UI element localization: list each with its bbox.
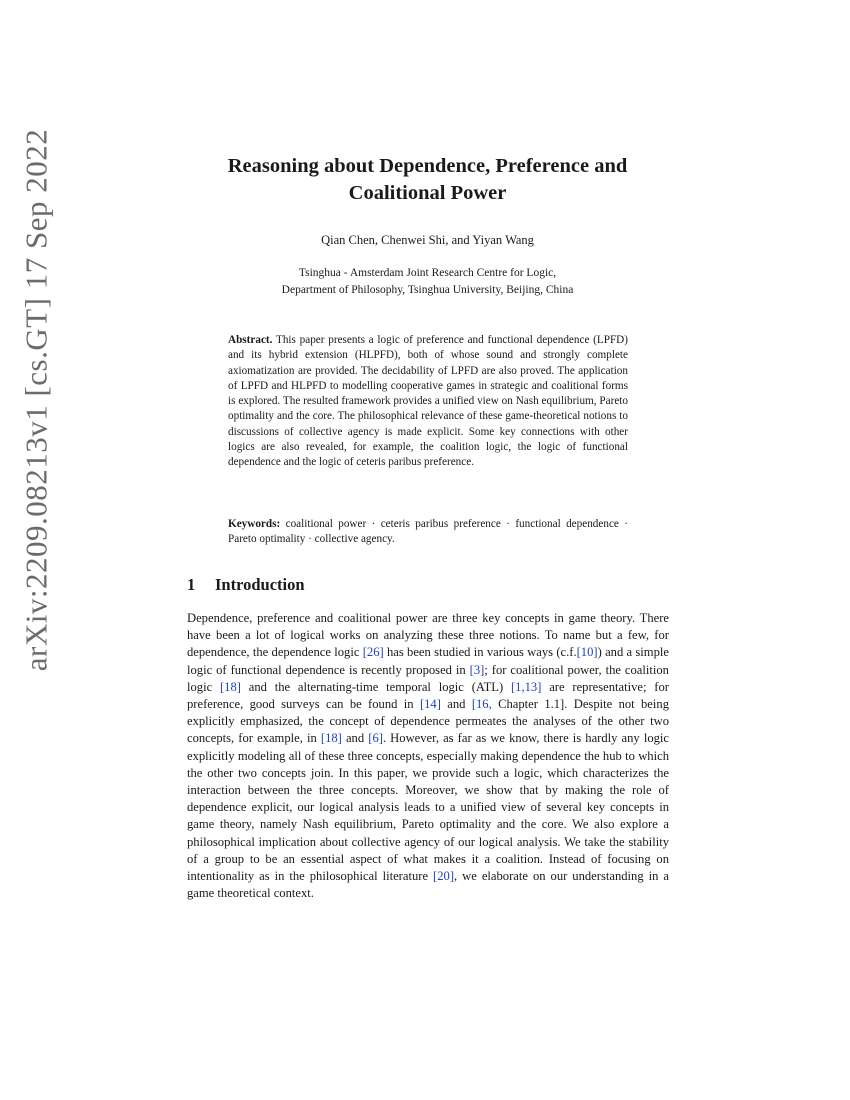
intro-text: Chapter 1.1]. Despite not being explicitly emphasized, the concept of dependence permeates the analyses of the other two concepts, for example, in: [187, 697, 669, 746]
citation-link[interactable]: [18]: [219, 679, 241, 694]
affiliation: [180, 265, 675, 299]
citation-link[interactable]: [18]: [320, 731, 342, 746]
keywords-text: coalitional power · ceteris paribus preference · functional dependence · Pareto optimality · collective agency.: [228, 518, 629, 546]
citation-link[interactable]: [20]: [433, 869, 455, 884]
title-line-2: Coalitional Power: [348, 182, 507, 204]
affiliation-line-2: Department of Philosophy, Tsinghua University, Beijing, China: [281, 284, 574, 296]
authors: Qian Chen, Chenwei Shi, and Yiyan Wang: [321, 233, 534, 247]
intro-text: and the alternating-time temporal logic (ATL): [240, 679, 511, 694]
paper-title: [180, 153, 675, 207]
title-line-1: Reasoning about Dependence, Preference and: [227, 155, 628, 177]
section-title: Introduction: [215, 575, 305, 594]
abstract: [228, 333, 628, 471]
keywords-label: Keywords:: [228, 518, 281, 530]
intro-text: and: [440, 697, 472, 712]
abstract-text: This paper presents a logic of preference and functional dependence (LPFD) and its hybrid extension (HLPFD), both of whose sound and strongly complete axiomatization are provided. The decidability of LPFD are also proved. The application of LPFD and HLPFD to modelling cooperative games in strategic and coalitional forms is explored. The resulted framework provides a unified view on Nash equilibrium, Pareto optimality and the core. The philosophical relevance of these game-theoretical notions to discussions of collective agency is made explicit. Some key connections with other logics are also revealed, for example, the coalition logic, the logic of functional dependence and the logic of ceteris paribus preference.: [228, 334, 628, 469]
citation-link[interactable]: [16,: [471, 697, 492, 712]
abstract-label: Abstract.: [228, 334, 273, 346]
intro-text: . However, as far as we know, there is hardly any logic explicitly modeling all of these three concepts, especially making dependence the hub to which the other two concepts join. In this paper, we provide such a logic, which characterizes the interaction between the three concepts. Moreover, we show that by making the role of dependence explicit, our logical analysis leads to a unified view of several key concepts in game theory, namely Nash equilibrium, Pareto optimality and the core. We also explore a philosophical implication about collective agency of our logical analysis. We take the stability of a group to be an essential aspect of what makes it a coalition. Instead of focusing on intentionality as in the philosophical literature: [187, 731, 669, 884]
intro-text: ) and a simple logic of functional dependence is recently proposed in: [187, 645, 669, 677]
citation-link[interactable]: [1,13]: [510, 679, 542, 694]
intro-text: Dependence, preference and coalitional power are three key concepts in game theory. There have been a lot of logical works on analyzing these three notions. To name but a few, for dependence, the dependence logic: [187, 611, 669, 660]
intro-text: ; for coalitional power, the coalition logic: [187, 662, 669, 694]
citation-link[interactable]: [6]: [368, 731, 383, 746]
arxiv-sidebar: [18, 120, 54, 680]
citation-link[interactable]: [10]: [576, 645, 598, 660]
intro-text: are representative; for preference, good surveys can be found in: [187, 679, 669, 712]
intro-text: has been studied in various ways (c.f.: [383, 645, 577, 660]
intro-text: and: [341, 731, 369, 746]
section-heading: [187, 575, 305, 595]
intro-text: , we elaborate on our understanding in a game theoretical context.: [187, 869, 669, 901]
keywords: [228, 517, 628, 548]
intro-paragraph: [187, 610, 669, 902]
citation-link[interactable]: [3]: [469, 662, 485, 677]
arxiv-identifier: arXiv:2209.08213v1 [cs.GT] 17 Sep 2022: [18, 128, 53, 672]
citation-link[interactable]: [14]: [419, 697, 441, 712]
citation-link[interactable]: [26]: [362, 645, 384, 660]
section-number: 1: [187, 575, 196, 594]
affiliation-line-1: Tsinghua - Amsterdam Joint Research Centre for Logic,: [298, 267, 557, 279]
